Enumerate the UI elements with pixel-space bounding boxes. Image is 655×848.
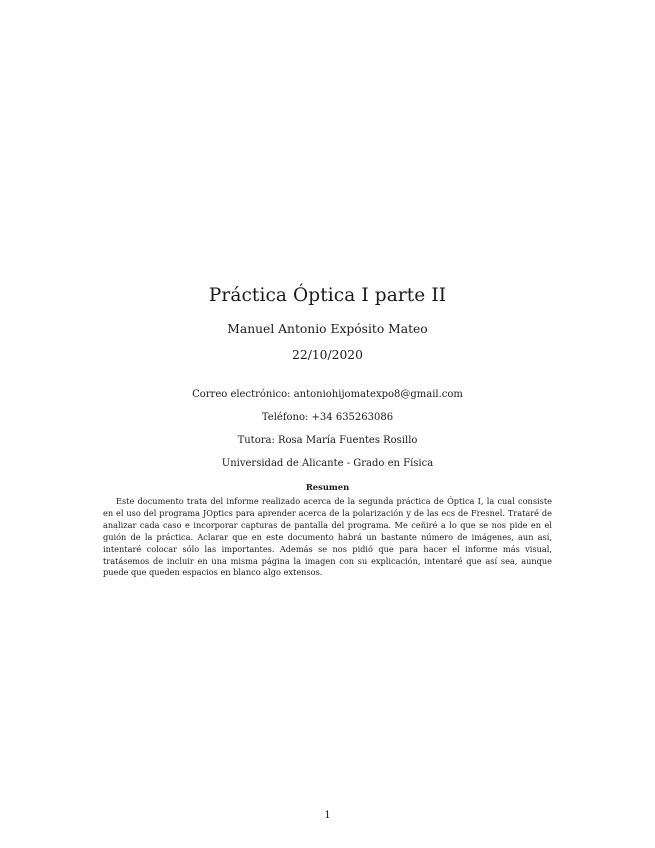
document-date: 22/10/2020 (292, 348, 363, 362)
author-phone: Teléfono: +34 635263086 (261, 412, 394, 423)
abstract-heading: Resumen (305, 482, 350, 492)
tutor-name: Tutora: Rosa María Fuentes Rosillo (237, 435, 418, 446)
author-email: Correo electrónico: antoniohijomatexpo8@gmail.com (192, 389, 463, 400)
abstract-body: Este documento trata del informe realizado acerca de la segunda práctica de Óptica I, la cual consiste en el uso del programa JOptics para aprender acerca de la polarización y de las ecs de Fresnel. Trataré de analizar cada caso e incorporar capturas de pantalla del programa. Me ceñiré a lo que se nos pide en el guión de la práctica. Aclarar que en este documento habrá un bastante número de imágenes, aun así, intentaré colocar sólo las importantes. Además se nos pidió que para hacer el informe más visual, tratásemos de incluir en una misma página la imagen con su explicación, intentaré que así sea, aunque puede que queden espacios en blanco algo extensos. (103, 496, 552, 578)
document-title: Práctica Óptica I parte II (208, 285, 447, 306)
document-author: Manuel Antonio Expósito Mateo (227, 322, 428, 336)
page-number: 1 (324, 810, 331, 821)
university-line: Universidad de Alicante - Grado en Física (221, 458, 434, 469)
